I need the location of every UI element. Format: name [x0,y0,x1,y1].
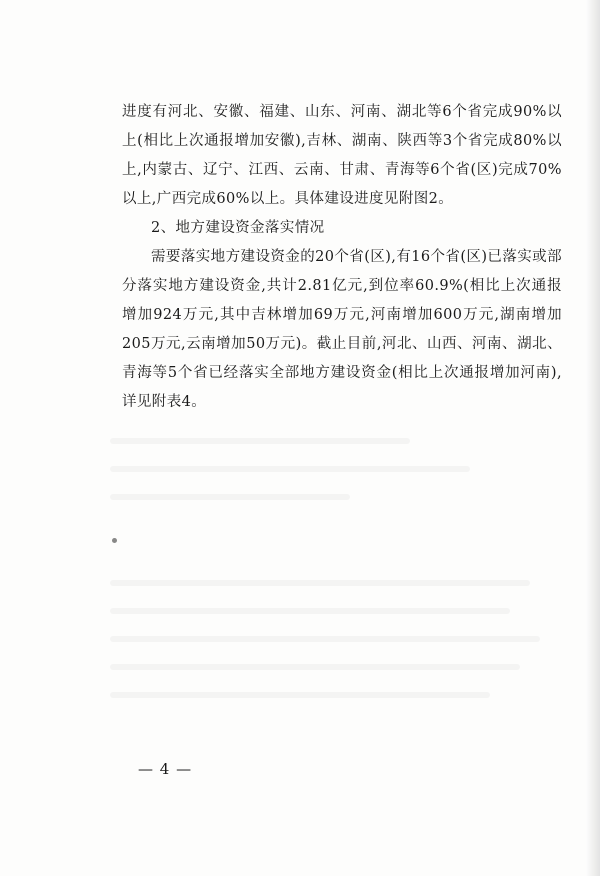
scan-edge-shadow [586,0,600,876]
bleed-through-mark [110,636,540,642]
bleed-through-mark [110,438,410,444]
bleed-through-mark [110,466,470,472]
body-text [122,98,562,417]
bleed-through-mark [110,494,350,500]
bleed-through-mark [110,580,530,586]
progress-paragraph: 进度有河北、安徽、福建、山东、河南、湖北等6个省完成90%以上(相比上次通报增加安徽),吉林、湖南、陕西等3个省完成80%以上,内蒙古、辽宁、江西、云南、甘肃、青海等6个省(区)完成70%以上,广西完成60%以上。具体建设进度见附图2。 [122,104,562,207]
bleed-through-mark [110,608,510,614]
section-heading: 2、地方建设资金落实情况 [151,220,325,236]
scan-speck [112,538,117,543]
bleed-through-mark [110,692,490,698]
bleed-through-mark [110,664,520,670]
funding-paragraph: 需要落实地方建设资金的20个省(区),有16个省(区)已落实或部分落实地方建设资金,共计2.81亿元,到位率60.9%(相比上次通报增加924万元,其中吉林增加69万元,河南增加600万元,湖南增加205万元,云南增加50万元)。截止目前,河北、山西、河南、湖北、青海等5个省已经落实全部地方建设资金(相比上次通报增加河南),详见附表4。 [122,249,562,410]
page-number: — 4 — [138,760,193,778]
